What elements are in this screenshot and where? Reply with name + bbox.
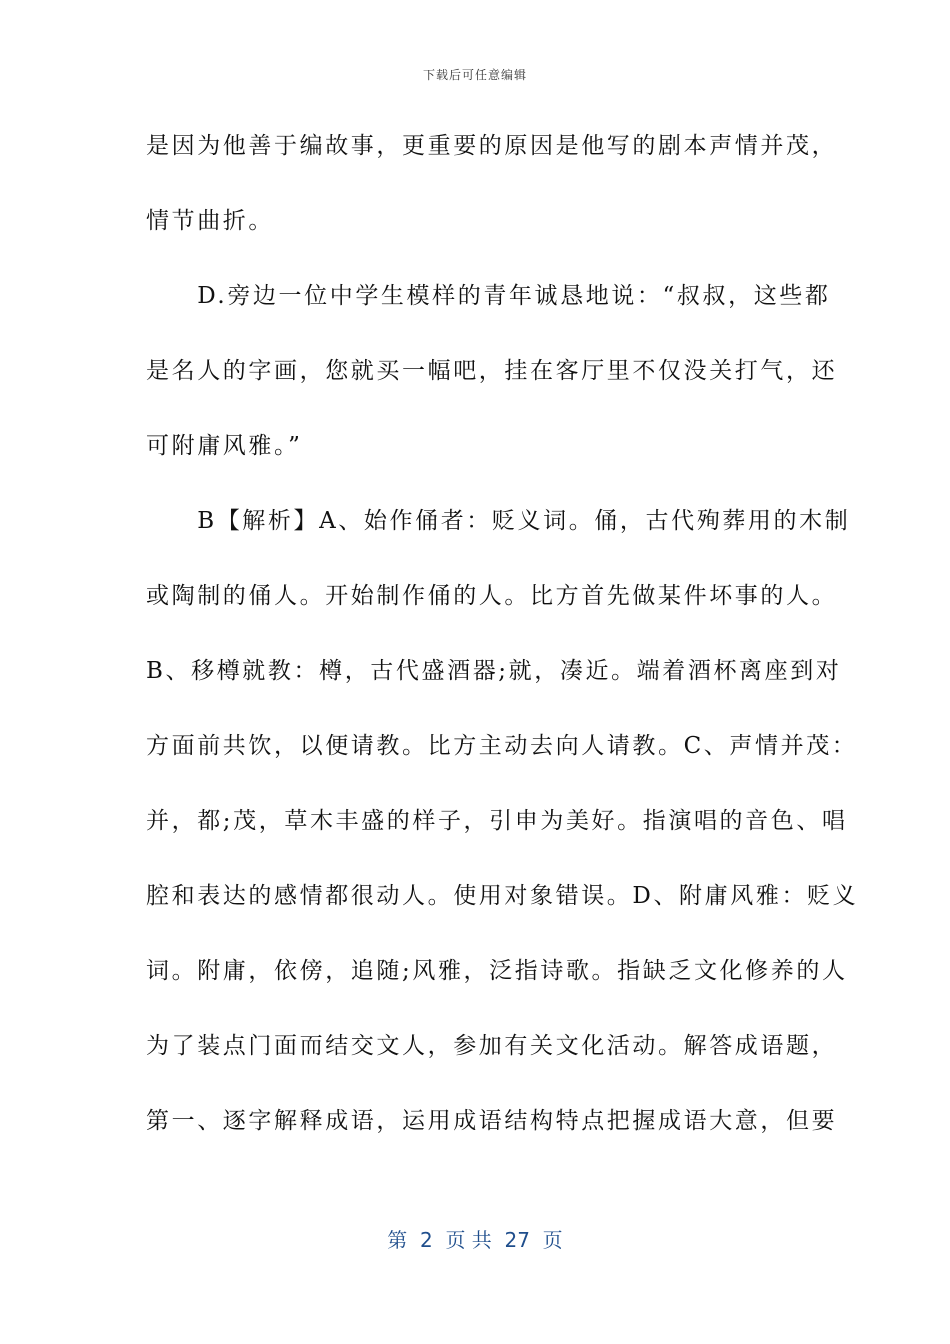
text-line: 方面前共饮，以便请教。比方主动去向人请教。C、声情并茂： [146,733,858,759]
text-line: D.旁边一位中学生模样的青年诚恳地说：“叔叔，这些都 [146,283,831,309]
text-line: 第一、逐字解释成语，运用成语结构特点把握成语大意，但要 [146,1108,838,1134]
text-line: 并，都;茂，草木丰盛的样子，引申为美好。指演唱的音色、唱 [146,808,848,834]
page-header-note: 下载后可任意编辑 [422,68,527,82]
page-number-footer: 第 2 页 共 27 页 [387,1228,563,1252]
text-line: 或陶制的俑人。开始制作俑的人。比方首先做某件坏事的人。 [146,583,838,609]
text-line: 是因为他善于编故事，更重要的原因是他写的剧本声情并茂， [146,133,838,159]
text-line: 腔和表达的感情都很动人。使用对象错误。D、附庸风雅：贬义 [146,883,859,909]
document-body [146,126,859,1176]
text-line: 词。附庸，依傍，追随;风雅，泛指诗歌。指缺乏文化修养的人 [146,958,848,984]
text-line: 是名人的字画，您就买一幅吧，挂在客厅里不仅没关打气，还 [146,358,838,384]
text-line: 情节曲折。 [146,208,274,234]
text-line: B、移樽就教：樽，古代盛酒器;就，凑近。端着酒杯离座到对 [146,658,842,684]
text-line: 可附庸风雅。” [146,433,303,459]
text-line: B【解析】A、始作俑者：贬义词。俑，古代殉葬用的木制 [146,508,851,534]
text-line: 为了装点门面而结交文人，参加有关文化活动。解答成语题， [146,1033,838,1059]
